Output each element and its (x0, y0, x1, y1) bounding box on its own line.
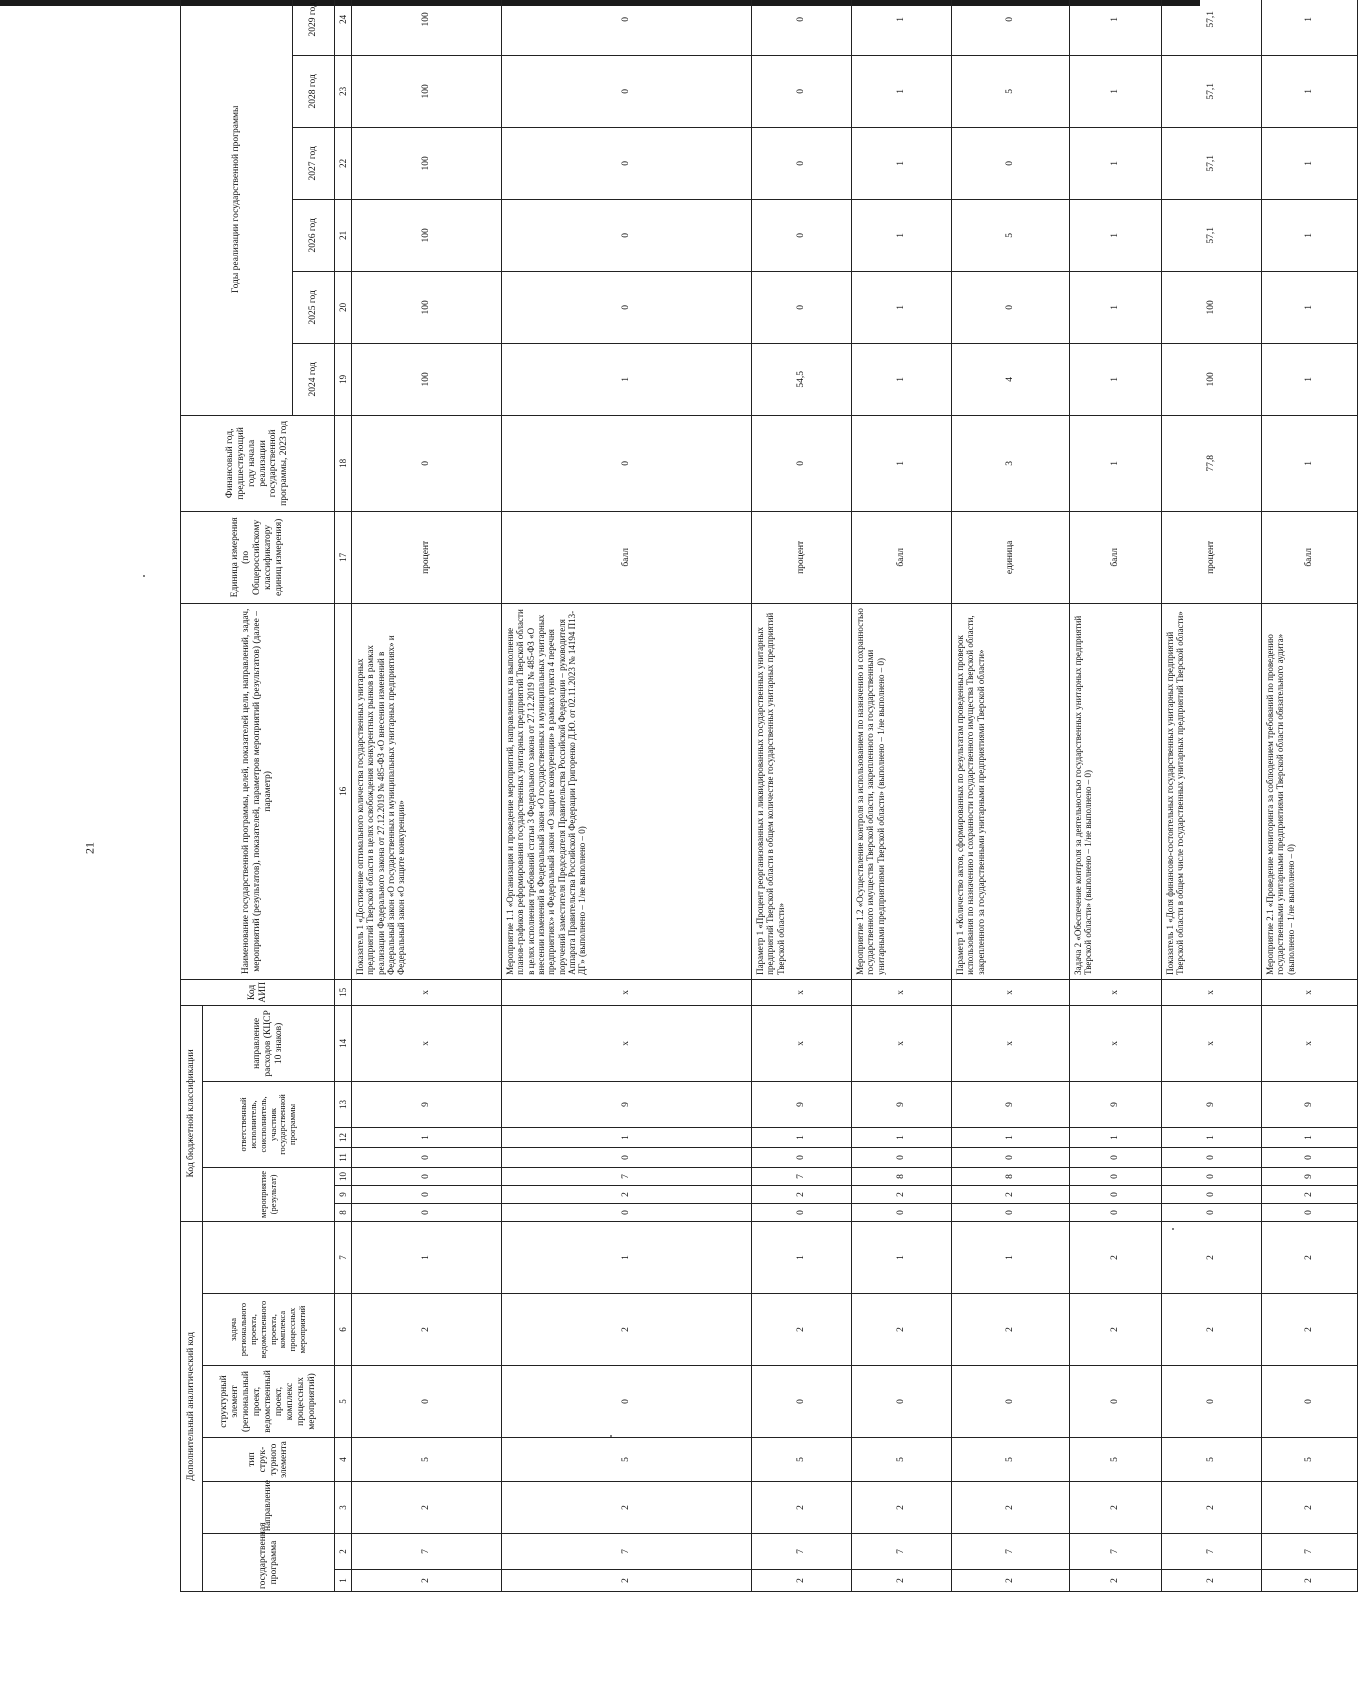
kcsr-cell: x (952, 1005, 1070, 1081)
column-number: 18 (335, 415, 352, 511)
unit-cell: процент (752, 511, 852, 603)
code-cell: 5 (852, 1438, 952, 1482)
base-year-value: 1 (1070, 415, 1162, 511)
column-number: 3 (335, 1482, 352, 1534)
code-cell: 0 (502, 1147, 752, 1167)
base-year-value: 1 (852, 415, 952, 511)
code-cell: 0 (1162, 1185, 1262, 1203)
aip-cell: x (952, 979, 1070, 1005)
code-cell: 0 (752, 1147, 852, 1167)
year-value: 1 (1262, 127, 1358, 199)
code-cell: 5 (752, 1438, 852, 1482)
page-number: 21 (82, 842, 97, 854)
unit-cell: балл (1262, 511, 1358, 603)
code-cell: 0 (352, 1147, 502, 1167)
header-year-2025: 2025 год (293, 271, 335, 343)
year-value: 100 (352, 0, 502, 55)
code-cell: 2 (752, 1185, 852, 1203)
base-year-value: 77,8 (1162, 415, 1262, 511)
header-year-2029: 2029 год (293, 0, 335, 55)
code-cell: 0 (752, 1366, 852, 1438)
base-year-value: 0 (352, 415, 502, 511)
header-meropriyatie: мероприятие (результат) (203, 1167, 335, 1221)
description-cell: Показатель 1 «Доля финансово-состоятельных государственных унитарных предприятий Тверской области в общем числе государственных унитарных предприятий Тверской области» (1162, 603, 1262, 979)
code-cell: 0 (952, 1147, 1070, 1167)
code-cell: 2 (1070, 1221, 1162, 1293)
code-cell: 2 (502, 1294, 752, 1366)
header-tip: тип струк-турного элемента (203, 1438, 335, 1482)
unit-cell: процент (352, 511, 502, 603)
column-number: 6 (335, 1294, 352, 1366)
code-cell: 2 (1162, 1294, 1262, 1366)
code-cell: 0 (1262, 1366, 1358, 1438)
code-cell: 1 (352, 1127, 502, 1147)
year-value: 57,1 (1162, 199, 1262, 271)
year-value: 0 (752, 0, 852, 55)
column-number: 2 (335, 1534, 352, 1570)
year-value: 1 (1262, 0, 1358, 55)
code-cell: 0 (952, 1366, 1070, 1438)
code-cell: 2 (1262, 1221, 1358, 1293)
code-cell: 0 (1162, 1167, 1262, 1185)
code-cell: 7 (952, 1534, 1070, 1570)
code-cell: 2 (352, 1294, 502, 1366)
year-value: 0 (952, 271, 1070, 343)
code-cell: 2 (952, 1570, 1070, 1592)
column-number: 10 (335, 1167, 352, 1185)
kcsr-cell: x (752, 1005, 852, 1081)
code-cell: 1 (1162, 1127, 1262, 1147)
year-value: 1 (852, 127, 952, 199)
code-cell: 1 (952, 1221, 1070, 1293)
code-cell: 9 (1070, 1081, 1162, 1127)
year-value: 1 (1262, 271, 1358, 343)
year-value: 1 (1262, 343, 1358, 415)
column-number: 13 (335, 1081, 352, 1127)
header-napravlenie: направление (203, 1482, 335, 1534)
code-cell: 7 (502, 1167, 752, 1185)
code-cell: 2 (752, 1482, 852, 1534)
code-cell: 2 (1070, 1570, 1162, 1592)
header-dop-code: Дополнительный аналитический код (181, 1221, 203, 1591)
base-year-value: 0 (502, 415, 752, 511)
year-value: 1 (852, 55, 952, 127)
aip-cell: x (502, 979, 752, 1005)
code-cell: 1 (752, 1221, 852, 1293)
year-value: 57,1 (1162, 0, 1262, 55)
table-row (1070, 0, 1162, 1592)
year-value: 0 (752, 55, 852, 127)
year-value: 1 (1070, 343, 1162, 415)
code-cell: 5 (352, 1438, 502, 1482)
column-number-row (335, 0, 352, 1592)
code-cell: 1 (1070, 1127, 1162, 1147)
code-cell: 9 (952, 1081, 1070, 1127)
code-cell: 2 (1162, 1221, 1262, 1293)
header-edinica: Единица измерения (по Общероссийскому классификатору единиц измерения) (181, 511, 335, 603)
table-row (852, 0, 952, 1592)
code-cell: 0 (852, 1147, 952, 1167)
code-cell: 9 (1162, 1081, 1262, 1127)
year-value: 1 (852, 0, 952, 55)
year-value: 100 (352, 199, 502, 271)
code-cell: 2 (852, 1482, 952, 1534)
column-number: 1 (335, 1570, 352, 1592)
year-value: 5 (952, 55, 1070, 127)
code-cell: 0 (752, 1203, 852, 1221)
year-value: 1 (1070, 55, 1162, 127)
header-year-2028: 2028 год (293, 55, 335, 127)
column-number: 17 (335, 511, 352, 603)
code-cell: 1 (852, 1221, 952, 1293)
code-cell: 2 (1262, 1570, 1358, 1592)
code-cell: 9 (502, 1081, 752, 1127)
code-cell: 0 (1162, 1366, 1262, 1438)
year-value: 0 (752, 199, 852, 271)
code-cell: 0 (1262, 1147, 1358, 1167)
header-naimenovanie: Наименование государственной программы, целей, показателей цели, направлений, задач, мероприятий (результатов), показателей, параметров мероприятий (результатов) (далее – параметр) (181, 603, 335, 979)
code-cell: 1 (502, 1221, 752, 1293)
code-cell: 0 (1070, 1203, 1162, 1221)
year-value: 0 (752, 271, 852, 343)
code-cell: 2 (752, 1570, 852, 1592)
code-cell: 2 (852, 1570, 952, 1592)
code-cell: 0 (952, 1203, 1070, 1221)
unit-cell: балл (502, 511, 752, 603)
kcsr-cell: x (1262, 1005, 1358, 1081)
header-zadacha: задача регионального проекта, ведомственного проекта, комплекса процессных мероприятий (203, 1294, 335, 1366)
code-cell: 7 (752, 1167, 852, 1185)
unit-cell: процент (1162, 511, 1262, 603)
description-cell: Задача 2 «Обеспечение контроля за деятельностью государственных унитарных предприятий Тверской области» (выполнено – 1/не выполнено – 0) (1070, 603, 1162, 979)
code-cell: 9 (352, 1081, 502, 1127)
code-cell: 5 (502, 1438, 752, 1482)
code-cell: 1 (752, 1127, 852, 1147)
table-body (335, 0, 1358, 1592)
description-cell: Параметр 1 «Количество актов, сформированных по результатам проведенных проверок использования по назначению и сохранности государственного имущества Тверской области, закрепленного за государственными унитарными предприятиями Тверской области» (952, 603, 1070, 979)
kcsr-cell: x (1162, 1005, 1262, 1081)
code-cell: 2 (352, 1482, 502, 1534)
year-value: 0 (952, 0, 1070, 55)
description-cell: Показатель 1 «Достижение оптимального количества государственных унитарных предприятий Тверской области в целях освобождения конкурентных рынков в рамках реализации Федерального закона от 27.12.2019 № 485-ФЗ «О внесении изменений в Федеральный закон «О государственных и муниципальных унитарных предприятиях» и Федеральный закон «О защите конкуренции» (352, 603, 502, 979)
column-number: 4 (335, 1438, 352, 1482)
code-cell: 7 (1070, 1534, 1162, 1570)
header-year-2024: 2024 год (293, 343, 335, 415)
base-year-value: 1 (1262, 415, 1358, 511)
code-cell: 2 (352, 1570, 502, 1592)
year-value: 100 (352, 55, 502, 127)
code-cell: 7 (502, 1534, 752, 1570)
year-value: 1 (852, 271, 952, 343)
year-value: 54,5 (752, 343, 852, 415)
code-cell: 9 (1262, 1167, 1358, 1185)
code-cell: 0 (1070, 1167, 1162, 1185)
code-cell: 1 (852, 1127, 952, 1147)
header-gody: Годы реализации государственной программы (181, 0, 293, 415)
table-row (952, 0, 1070, 1592)
aip-cell: x (1262, 979, 1358, 1005)
header-otv: ответственный исполнитель, соисполнитель, участник государственной программы (203, 1081, 335, 1167)
column-number: 5 (335, 1366, 352, 1438)
code-cell: 0 (352, 1203, 502, 1221)
column-number: 22 (335, 127, 352, 199)
aip-cell: x (752, 979, 852, 1005)
code-cell: 0 (352, 1185, 502, 1203)
column-number: 20 (335, 271, 352, 343)
code-cell: 1 (1262, 1127, 1358, 1147)
table-row (1162, 0, 1262, 1592)
year-value: 0 (952, 127, 1070, 199)
code-cell: 0 (852, 1203, 952, 1221)
year-value: 0 (502, 0, 752, 55)
code-cell: 2 (952, 1294, 1070, 1366)
code-cell: 2 (502, 1570, 752, 1592)
code-cell: 7 (1162, 1534, 1262, 1570)
code-cell: 0 (1162, 1203, 1262, 1221)
code-cell: 2 (1070, 1294, 1162, 1366)
description-cell: Мероприятие 1.1 «Организация и проведение мероприятий, направленных на выполнение планов-графиков реформирования государственных унитарных предприятий Тверской области в целях исполнения требований статьи 3 Федерального закона от 27.12.2019 № 485-ФЗ «О внесении изменений в Федеральный закон «О государственных и муниципальных унитарных предприятиях» и Федеральный закон «О защите конкуренции» в рамках пункта 4 перечня поручений заместителя Председателя Правительства Российской Федерации – руководителя Аппарата Правительства Российской Федерации Григоренко Д.Ю. от 02.11.2023 № 14194 П13-ДГ» (выполнено – 1/не выполнено – 0) (502, 603, 752, 979)
code-cell: 2 (1262, 1185, 1358, 1203)
code-cell: 0 (502, 1203, 752, 1221)
header-zadacha-col7 (203, 1221, 335, 1293)
year-value: 1 (1070, 127, 1162, 199)
code-cell: 1 (502, 1127, 752, 1147)
year-value: 1 (502, 343, 752, 415)
code-cell: 7 (352, 1534, 502, 1570)
header-year-2027: 2027 год (293, 127, 335, 199)
code-cell: 2 (752, 1294, 852, 1366)
description-cell: Параметр 1 «Процент реорганизованных и ликвидированных государственных унитарных предприятий Тверской области в общем количестве государственных унитарных предприятий Тверской области» (752, 603, 852, 979)
year-value: 57,1 (1162, 55, 1262, 127)
table-row (1262, 0, 1358, 1592)
year-value: 0 (502, 127, 752, 199)
year-value: 100 (352, 127, 502, 199)
year-value: 100 (1162, 271, 1262, 343)
year-value: 100 (1162, 343, 1262, 415)
code-cell: 2 (852, 1294, 952, 1366)
year-value: 0 (502, 199, 752, 271)
column-number: 24 (335, 0, 352, 55)
column-number: 11 (335, 1147, 352, 1167)
header-kod-aip: Код АИП (181, 979, 335, 1005)
code-cell: 1 (952, 1127, 1070, 1147)
code-cell: 0 (1070, 1366, 1162, 1438)
year-value: 5 (952, 199, 1070, 271)
code-cell: 2 (502, 1185, 752, 1203)
header-kbk: Код бюджетной классификации (181, 1005, 203, 1221)
code-cell: 2 (502, 1482, 752, 1534)
scan-speck (143, 575, 145, 577)
base-year-value: 0 (752, 415, 852, 511)
code-cell: 0 (1162, 1147, 1262, 1167)
table-row (352, 0, 502, 1592)
unit-cell: балл (1070, 511, 1162, 603)
year-value: 1 (1262, 55, 1358, 127)
code-cell: 8 (952, 1167, 1070, 1185)
table-row (752, 0, 852, 1592)
unit-cell: балл (852, 511, 952, 603)
code-cell: 0 (1262, 1203, 1358, 1221)
code-cell: 2 (952, 1482, 1070, 1534)
year-value: 100 (352, 271, 502, 343)
code-cell: 2 (1070, 1482, 1162, 1534)
code-cell: 7 (752, 1534, 852, 1570)
year-value: 0 (502, 55, 752, 127)
code-cell: 0 (1070, 1185, 1162, 1203)
description-cell: Мероприятие 2.1 «Проведение мониторинга за соблюдением требований по проведению государственными унитарными предприятиями Тверской области обязательного аудита» (выполнено – 1/не выполнено – 0) (1262, 603, 1358, 979)
aip-cell: x (352, 979, 502, 1005)
column-number: 23 (335, 55, 352, 127)
code-cell: 7 (1262, 1534, 1358, 1570)
kcsr-cell: x (352, 1005, 502, 1081)
column-number: 7 (335, 1221, 352, 1293)
year-value: 1 (852, 199, 952, 271)
year-value: 0 (502, 271, 752, 343)
code-cell: 9 (1262, 1081, 1358, 1127)
column-number: 21 (335, 199, 352, 271)
code-cell: 2 (1262, 1294, 1358, 1366)
code-cell: 9 (752, 1081, 852, 1127)
aip-cell: x (852, 979, 952, 1005)
column-number: 9 (335, 1185, 352, 1203)
rotated-table-wrapper (180, 2, 1315, 1592)
code-cell: 5 (1262, 1438, 1358, 1482)
year-value: 1 (1070, 271, 1162, 343)
code-cell: 0 (502, 1366, 752, 1438)
code-cell: 5 (1070, 1438, 1162, 1482)
header-year-2026: 2026 год (293, 199, 335, 271)
aip-cell: x (1162, 979, 1262, 1005)
year-value: 57,1 (1162, 127, 1262, 199)
column-number: 19 (335, 343, 352, 415)
kcsr-cell: x (1070, 1005, 1162, 1081)
code-cell: 5 (952, 1438, 1070, 1482)
code-cell: 9 (852, 1081, 952, 1127)
header-rashod: направление расходов (КЦСР 10 знаков) (203, 1005, 335, 1081)
year-value: 1 (1262, 199, 1358, 271)
base-year-value: 3 (952, 415, 1070, 511)
kcsr-cell: x (852, 1005, 952, 1081)
year-value: 1 (1070, 199, 1162, 271)
code-cell: 0 (352, 1167, 502, 1185)
code-cell: 8 (852, 1167, 952, 1185)
program-table (180, 0, 1358, 1592)
header-fin-god: Финансовый год, предшествующий году начала реализации государственной программы, 2023 год (181, 415, 335, 511)
code-cell: 2 (1262, 1482, 1358, 1534)
year-value: 1 (852, 343, 952, 415)
code-cell: 0 (1070, 1147, 1162, 1167)
code-cell: 2 (1162, 1482, 1262, 1534)
code-cell: 7 (852, 1534, 952, 1570)
column-number: 16 (335, 603, 352, 979)
unit-cell: единица (952, 511, 1070, 603)
code-cell: 0 (852, 1366, 952, 1438)
table-row (502, 0, 752, 1592)
description-cell: Мероприятие 1.2 «Осуществление контроля за использованием по назначению и сохранностью государственного имущества Тверской области, закрепленного за государственными унитарными предприятиями Тверской области» (выполнено – 1/не выполнено – 0) (852, 603, 952, 979)
code-cell: 5 (1162, 1438, 1262, 1482)
column-number: 12 (335, 1127, 352, 1147)
year-value: 4 (952, 343, 1070, 415)
header-gos-programma: государственная программа (203, 1534, 335, 1592)
column-number: 8 (335, 1203, 352, 1221)
aip-cell: x (1070, 979, 1162, 1005)
header-struct: структурный элемент (региональный проект, ведомственный проект, комплекс процессных мероприятий) (203, 1366, 335, 1438)
year-value: 100 (352, 343, 502, 415)
code-cell: 1 (352, 1221, 502, 1293)
code-cell: 2 (952, 1185, 1070, 1203)
column-number: 15 (335, 979, 352, 1005)
code-cell: 2 (1162, 1570, 1262, 1592)
column-number: 14 (335, 1005, 352, 1081)
kcsr-cell: x (502, 1005, 752, 1081)
year-value: 1 (1070, 0, 1162, 55)
code-cell: 2 (852, 1185, 952, 1203)
year-value: 0 (752, 127, 852, 199)
code-cell: 0 (352, 1366, 502, 1438)
